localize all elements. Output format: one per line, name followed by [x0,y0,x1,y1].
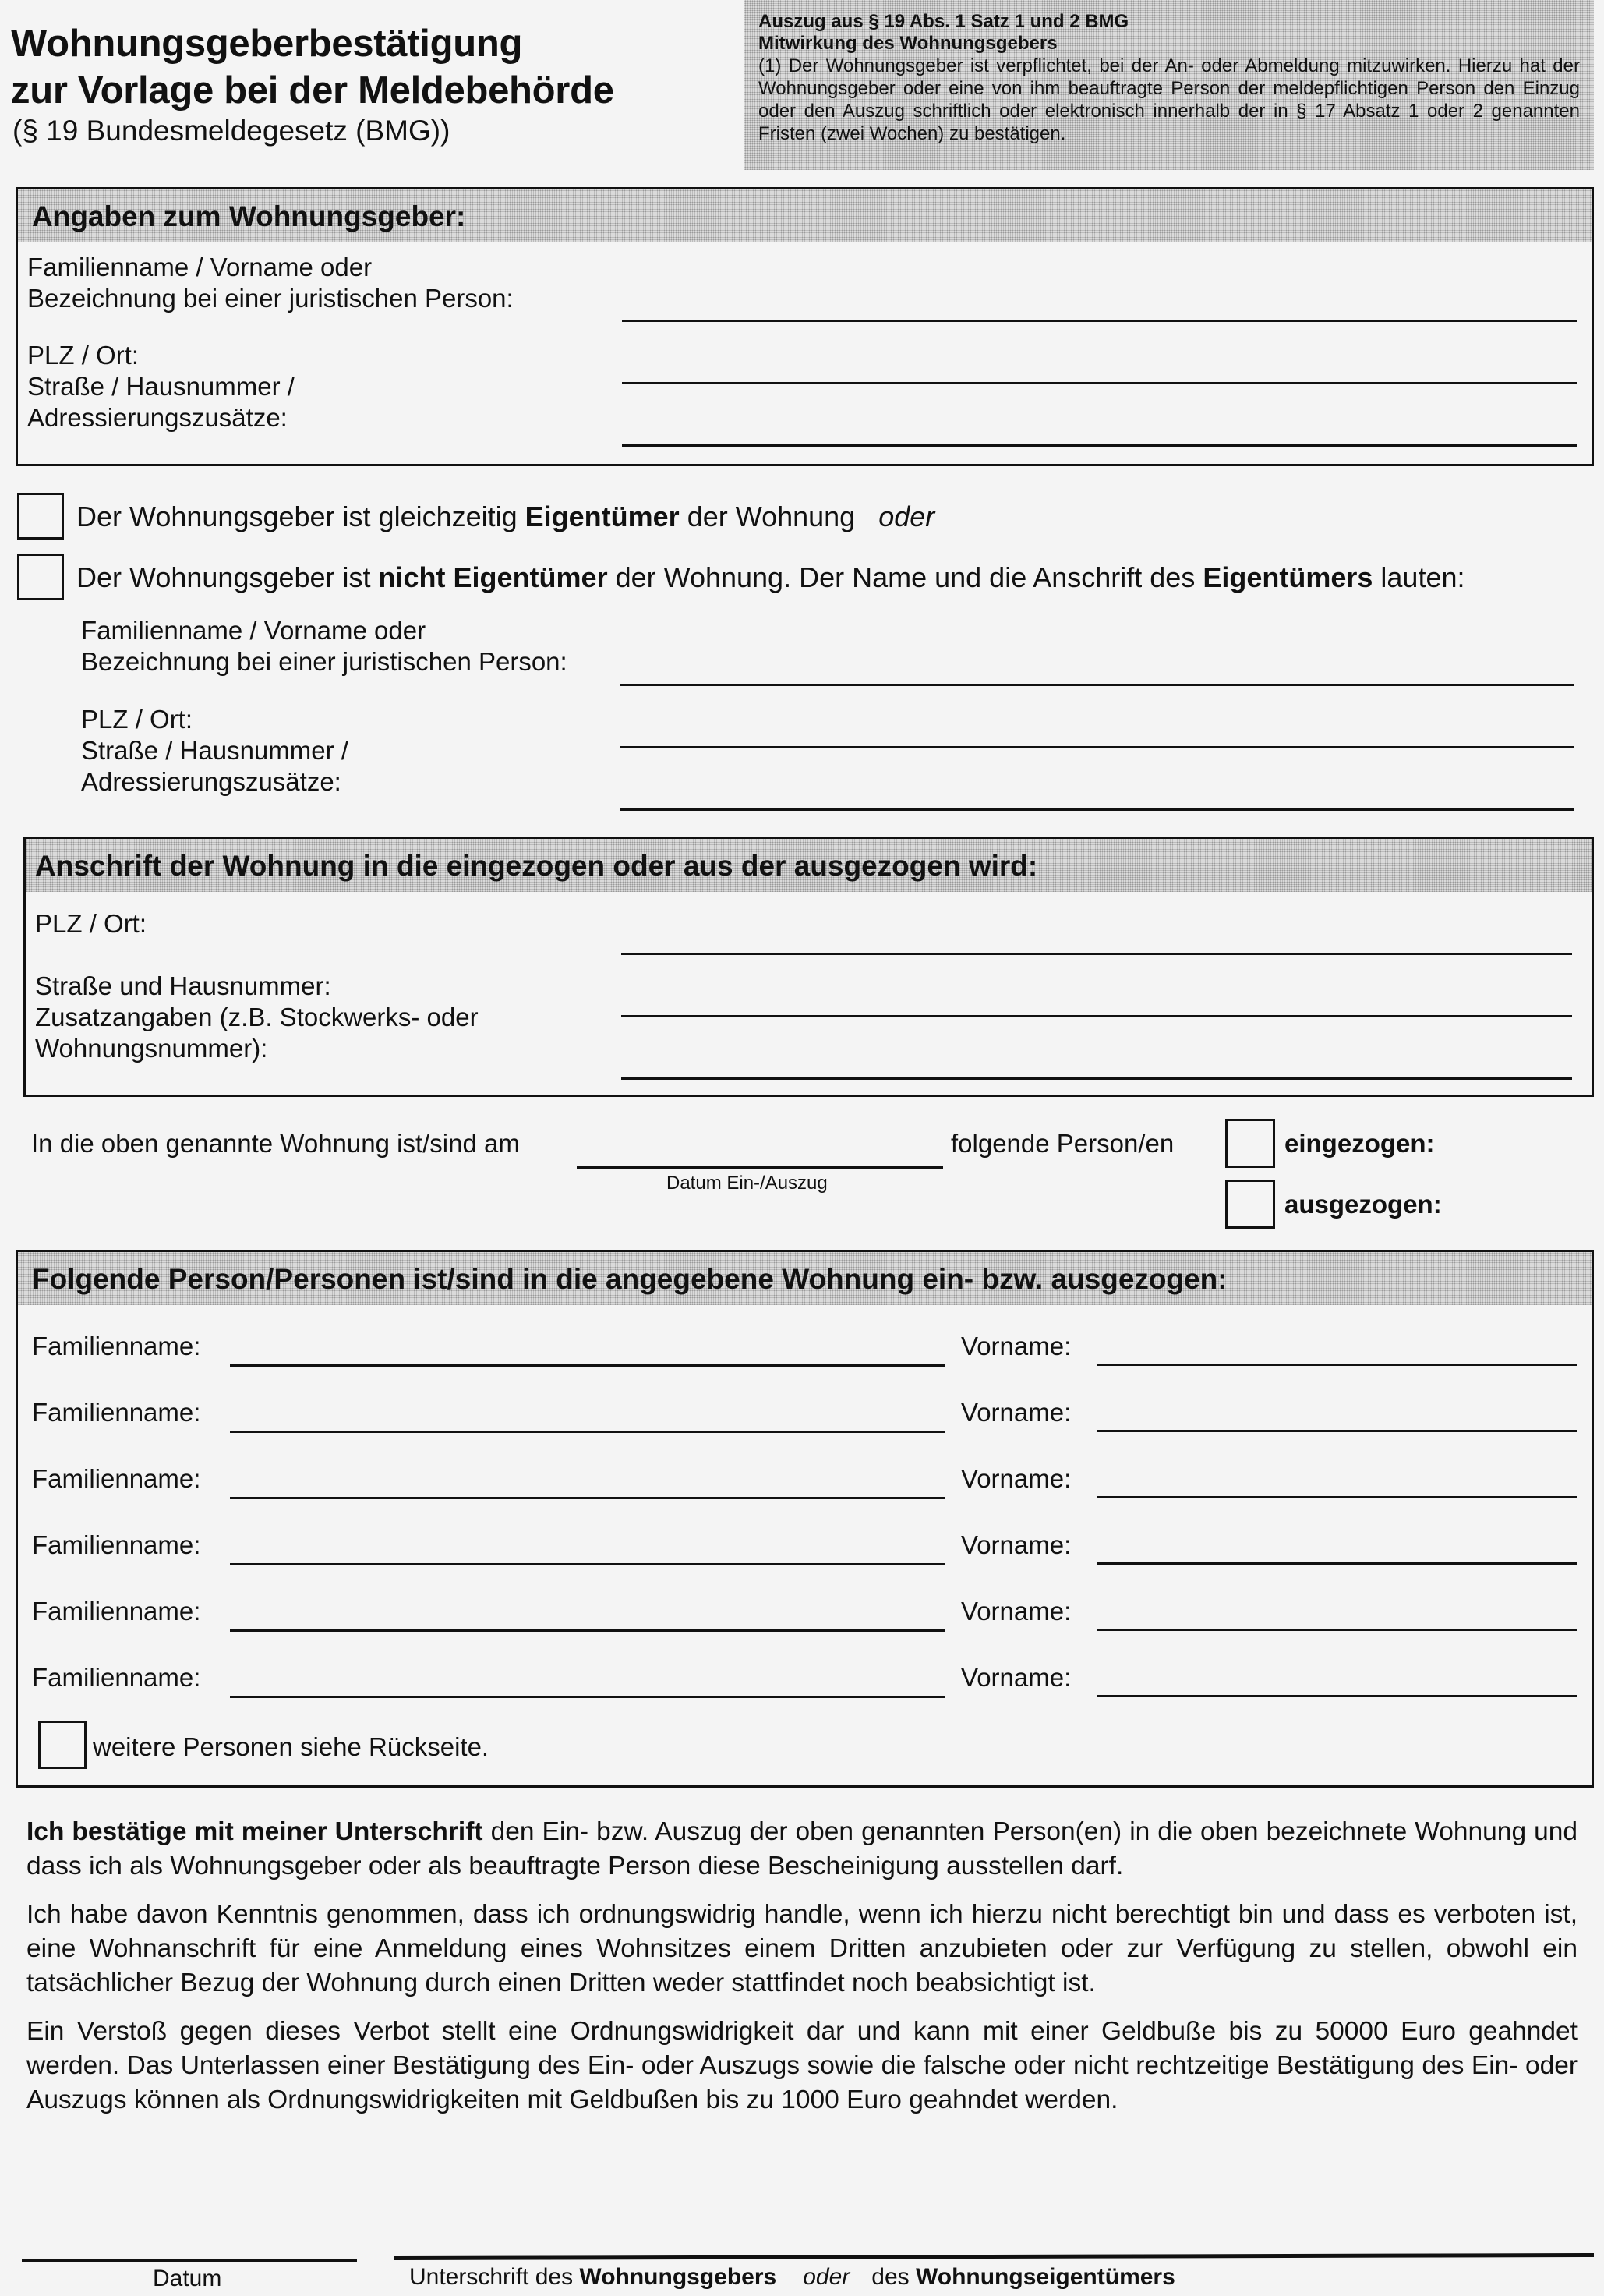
moved-in-label: eingezogen: [1284,1129,1435,1158]
apartment-plz-field[interactable] [621,953,1572,955]
person-2-firstname-label: Vorname: [961,1398,1072,1427]
owner-option-text-pre: Der Wohnungsgeber ist gleichzeitig [76,501,525,532]
more-persons-checkbox[interactable] [38,1721,87,1769]
landlord-name-field[interactable] [622,320,1577,322]
person-2-firstname-field[interactable] [1097,1430,1577,1432]
landlord-section-header [18,189,1592,242]
apartment-street-field[interactable] [621,1015,1572,1017]
page-title-line-1: Wohnungsgeberbestätigung [11,23,523,65]
person-2-surname-label: Familienname: [32,1398,201,1427]
person-6-surname-field[interactable] [230,1696,945,1698]
person-4-firstname-label: Vorname: [961,1530,1072,1559]
not-owner-text-bold1: nicht Eigentümer [378,561,608,593]
declaration-paragraph-1 [26,1815,1578,1884]
owner-street-field[interactable] [620,808,1574,811]
owner-name-label-1: Familienname / Vorname oder [81,616,426,645]
owner-checkbox[interactable] [17,493,64,540]
signature-label-landlord: Wohnungsgebers [579,2264,777,2290]
landlord-name-label-1: Familienname / Vorname oder [27,253,373,281]
person-1-firstname-label: Vorname: [961,1332,1072,1360]
page-subtitle: (§ 19 Bundesmeldegesetz (BMG)) [12,115,450,147]
persons-section-heading: Folgende Person/Personen ist/sind in die angegebene Wohnung ein- bzw. ausgezogen: [32,1263,1228,1295]
landlord-name-label-2: Bezeichnung bei einer juristischen Person: [27,284,514,313]
owner-option-label [76,501,934,533]
signature-label-owner: Wohnungseigentümers [915,2264,1175,2290]
person-1-surname-label: Familienname: [32,1332,201,1360]
owner-street-label-2: Adressierungszusätze: [81,767,341,796]
signature-label [409,2264,1175,2291]
move-date-text-before: In die oben genannte Wohnung ist/sind am [31,1129,520,1158]
declaration-paragraph-2: Ich habe davon Kenntnis genommen, dass ich ordnungswidrig handle, wenn ich hierzu nicht berechtigt bin und dass es verboten ist, eine Wohnanschrift für eine Anmeldung eines Wohnsitzes einem Dritten anzubieten oder zur Verfügung zu stellen, obwohl ein tatsächlicher Bezug der Wohnung durch einen Dritten weder stattfindet noch beabsichtigt ist. [26,1900,1578,1997]
person-5-firstname-field[interactable] [1097,1629,1577,1631]
person-6-firstname-field[interactable] [1097,1695,1577,1697]
declaration-paragraph-3: Ein Verstoß gegen dieses Verbot stellt eine Ordnungswidrigkeit dar und kann mit einer Geldbuße bis zu 50000 Euro geahndet werden. Das Unterlassen einer Bestätigung des Ein- oder Auszugs sowie die falsche oder nicht rechtzeitige Bestätigung des Ein- oder Auszugs können als Ordnungswidrigkeiten mit Geldbußen bis zu 1000 Euro geahndet werden. [26,2017,1578,2114]
signature-date-label: Datum [153,2266,222,2291]
declaration-1-bold: Ich bestätige mit meiner Unterschrift [26,1817,483,1846]
landlord-section-heading: Angaben zum Wohnungsgeber: [32,200,466,232]
apartment-street-label: Straße und Hausnummer: [35,971,331,1000]
apartment-section-header [26,839,1592,892]
move-date-text-after: folgende Person/en [951,1129,1175,1158]
not-owner-text-bold2: Eigentümers [1203,561,1373,593]
owner-name-field[interactable] [620,684,1574,686]
not-owner-checkbox[interactable] [17,554,64,600]
owner-option-text-post: der Wohnung [679,501,856,532]
move-date-caption: Datum Ein-/Auszug [666,1173,828,1194]
landlord-street-field[interactable] [622,444,1577,447]
apartment-section-heading: Anschrift der Wohnung in die eingezogen oder aus der ausgezogen wird: [35,850,1038,882]
owner-street-label-1: Straße / Hausnummer / [81,736,348,765]
person-4-surname-label: Familienname: [32,1530,201,1559]
legal-excerpt-box [744,0,1594,170]
not-owner-text-mid: der Wohnung. Der Name und die Anschrift des [607,561,1203,593]
person-1-surname-field[interactable] [230,1364,945,1367]
signature-date-field[interactable] [22,2259,357,2262]
apartment-extra-label-2: Wohnungsnummer): [35,1034,268,1063]
owner-option-oder: oder [878,501,935,532]
not-owner-text-post: lauten: [1373,561,1465,593]
apartment-extra-field[interactable] [621,1077,1572,1080]
owner-plz-label: PLZ / Ort: [81,705,193,734]
owner-plz-field[interactable] [620,746,1574,748]
person-3-firstname-field[interactable] [1097,1496,1577,1498]
landlord-street-label-1: Straße / Hausnummer / [27,372,295,401]
signature-label-or: oder [803,2264,850,2290]
person-5-surname-label: Familienname: [32,1597,201,1626]
landlord-street-label-2: Adressierungszusätze: [27,403,288,432]
signature-label-pre: Unterschrift des [409,2264,580,2290]
person-3-surname-label: Familienname: [32,1464,201,1493]
moved-in-checkbox[interactable] [1225,1119,1275,1168]
declaration-1-rest: den Ein- bzw. Auszug der oben genannten Person(en) in die oben bezeichnete Wohnung und dass ich als Wohnungsgeber oder als beauftragte Person diese Bescheinigung ausstellen darf. [26,1817,1578,1880]
legal-excerpt-subheading: Mitwirkung des Wohnungsgebers [758,33,1058,54]
moved-out-checkbox[interactable] [1225,1180,1275,1229]
landlord-plz-field[interactable] [622,382,1577,384]
person-6-firstname-label: Vorname: [961,1663,1072,1692]
landlord-section [16,187,1594,466]
signature-field[interactable] [394,2253,1594,2260]
person-4-surname-field[interactable] [230,1563,945,1565]
person-5-surname-field[interactable] [230,1629,945,1632]
person-6-surname-label: Familienname: [32,1663,201,1692]
landlord-plz-label: PLZ / Ort: [27,341,140,370]
move-date-field[interactable] [577,1166,943,1169]
owner-option-text-bold: Eigentümer [525,501,680,532]
not-owner-text-pre: Der Wohnungsgeber ist [76,561,379,593]
legal-excerpt-heading: Auszug aus § 19 Abs. 1 Satz 1 und 2 BMG [758,11,1129,32]
owner-name-label-2: Bezeichnung bei einer juristischen Person: [81,647,567,676]
person-3-firstname-label: Vorname: [961,1464,1072,1493]
person-4-firstname-field[interactable] [1097,1562,1577,1565]
more-persons-label: weitere Personen siehe Rückseite. [93,1732,489,1761]
apartment-plz-label: PLZ / Ort: [35,909,147,938]
signature-label-mid: des [871,2264,916,2290]
persons-section [16,1250,1594,1788]
persons-section-header [18,1252,1592,1305]
moved-out-label: ausgezogen: [1284,1190,1442,1219]
page-title-line-2: zur Vorlage bei der Meldebehörde [11,69,614,111]
person-1-firstname-field[interactable] [1097,1364,1577,1366]
apartment-extra-label-1: Zusatzangaben (z.B. Stockwerks- oder [35,1003,479,1031]
person-5-firstname-label: Vorname: [961,1597,1072,1626]
apartment-section [23,837,1594,1097]
person-2-surname-field[interactable] [230,1431,945,1433]
legal-excerpt-text: (1) Der Wohnungsgeber ist verpflichtet, bei der An- oder Abmeldung mitzuwirken. Hierzu hat der Wohnungsgeber oder eine von ihm beauftragte Person der meldepflichtigen Person den Einzug oder den Auszug schriftlich oder elektronisch innerhalb der in § 17 Absatz 1 oder 2 genannten Fristen (zwei Wochen) zu bestätigen. [758,55,1580,144]
not-owner-option-label [76,561,1465,594]
person-3-surname-field[interactable] [230,1497,945,1499]
